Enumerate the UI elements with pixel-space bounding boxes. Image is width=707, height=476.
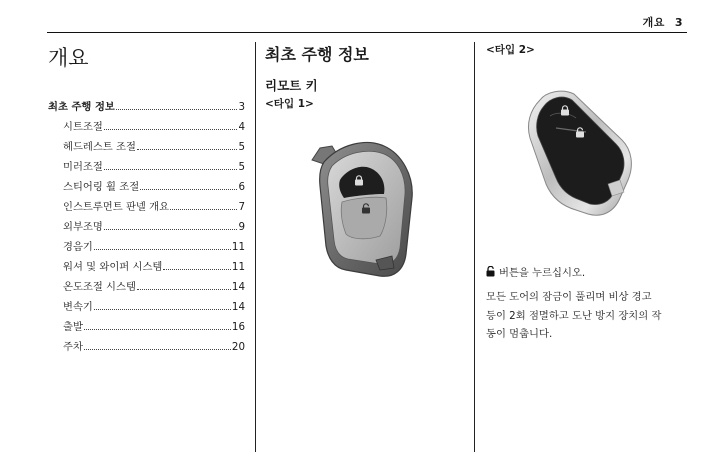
- toc-leader-dots: [84, 329, 231, 330]
- toc-entry-label: 최초 주행 정보: [48, 101, 115, 113]
- toc-entry-page: 6: [238, 181, 245, 193]
- type1-label: <타입 1>: [265, 98, 314, 110]
- toc-entry-label: 주차: [63, 341, 83, 353]
- description: [486, 288, 686, 344]
- toc-entry-page: 9: [238, 221, 245, 233]
- toc-leader-dots: [170, 209, 237, 210]
- toc-entry: [48, 138, 245, 158]
- toc-entry: [48, 218, 245, 238]
- instruction-line: [486, 264, 585, 284]
- toc-entry-page: 14: [231, 301, 245, 313]
- toc-leader-dots: [163, 269, 231, 270]
- running-head-section: 개요: [642, 16, 665, 29]
- toc-entry-label: 경음기: [63, 241, 93, 253]
- toc-leader-dots: [137, 289, 231, 290]
- section-title: 최초 주행 정보: [265, 45, 369, 64]
- toc-entry-label: 인스트루먼트 판넬 개요: [63, 201, 170, 213]
- unlock-icon: [486, 265, 495, 284]
- toc-leader-dots: [84, 349, 231, 350]
- toc-entry-page: 11: [231, 261, 245, 273]
- smart-key-fob-illustration: [522, 88, 638, 222]
- description-line: 동이 멈춥니다.: [486, 328, 553, 340]
- toc-entry: [48, 338, 245, 358]
- toc-leader-dots: [137, 149, 238, 150]
- flip-key-fob-illustration: [306, 136, 418, 284]
- toc-leader-dots: [140, 189, 237, 190]
- toc-entry-page: 11: [231, 241, 245, 253]
- toc-entry: [48, 318, 245, 338]
- toc-entry-page: 14: [231, 281, 245, 293]
- toc-leader-dots: [104, 169, 238, 170]
- running-head: [643, 14, 683, 30]
- toc-entry: [48, 178, 245, 198]
- toc-entry-label: 워셔 및 와이퍼 시스템: [63, 261, 163, 273]
- toc-leader-dots: [94, 309, 231, 310]
- description-line: 모든 도어의 잠금이 풀리며 비상 경고: [486, 291, 652, 303]
- toc-entry-label: 출발: [63, 321, 83, 333]
- toc-entry: [48, 118, 245, 138]
- toc-entry-label: 미러조절: [63, 161, 103, 173]
- instruction-text: 버튼을 누르십시오.: [499, 267, 586, 279]
- toc-entry-label: 시트조절: [63, 121, 103, 133]
- toc-entry-label: 온도조절 시스템: [63, 281, 136, 293]
- toc-entry-page: 4: [238, 121, 245, 133]
- toc-entry-page: 16: [231, 321, 245, 333]
- toc-entry: [48, 238, 245, 258]
- toc-entry-label: 변속기: [63, 301, 93, 313]
- header-rule: [47, 32, 687, 33]
- toc-leader-dots: [104, 229, 238, 230]
- chapter-title: 개요: [48, 46, 89, 70]
- page-number: 3: [674, 16, 683, 29]
- type2-label: <타입 2>: [486, 44, 535, 56]
- toc-entry: [48, 158, 245, 178]
- column-divider-right: [474, 42, 475, 452]
- toc-entry: [48, 198, 245, 218]
- column-divider-left: [255, 42, 256, 452]
- toc-entry-page: 7: [238, 201, 245, 213]
- toc-leader-dots: [94, 249, 231, 250]
- toc-entry: [48, 98, 245, 118]
- toc-entry: [48, 258, 245, 278]
- description-line: 등이 2회 점멸하고 도난 방지 장치의 작: [486, 309, 662, 322]
- toc-entry-label: 헤드레스트 조절: [63, 141, 136, 153]
- toc-entry: [48, 278, 245, 298]
- toc-entry-page: 5: [238, 161, 245, 173]
- toc-leader-dots: [104, 129, 238, 130]
- toc-entry-page: 20: [231, 341, 245, 353]
- toc-entry: [48, 298, 245, 318]
- toc-entry-page: 5: [238, 141, 245, 153]
- toc-leader-dots: [116, 109, 238, 110]
- subsection-title: 리모트 키: [265, 78, 318, 93]
- toc-entry-label: 스티어링 휠 조절: [63, 181, 140, 193]
- table-of-contents: [48, 98, 245, 358]
- toc-entry-label: 외부조명: [63, 221, 103, 233]
- toc-entry-page: 3: [238, 101, 245, 113]
